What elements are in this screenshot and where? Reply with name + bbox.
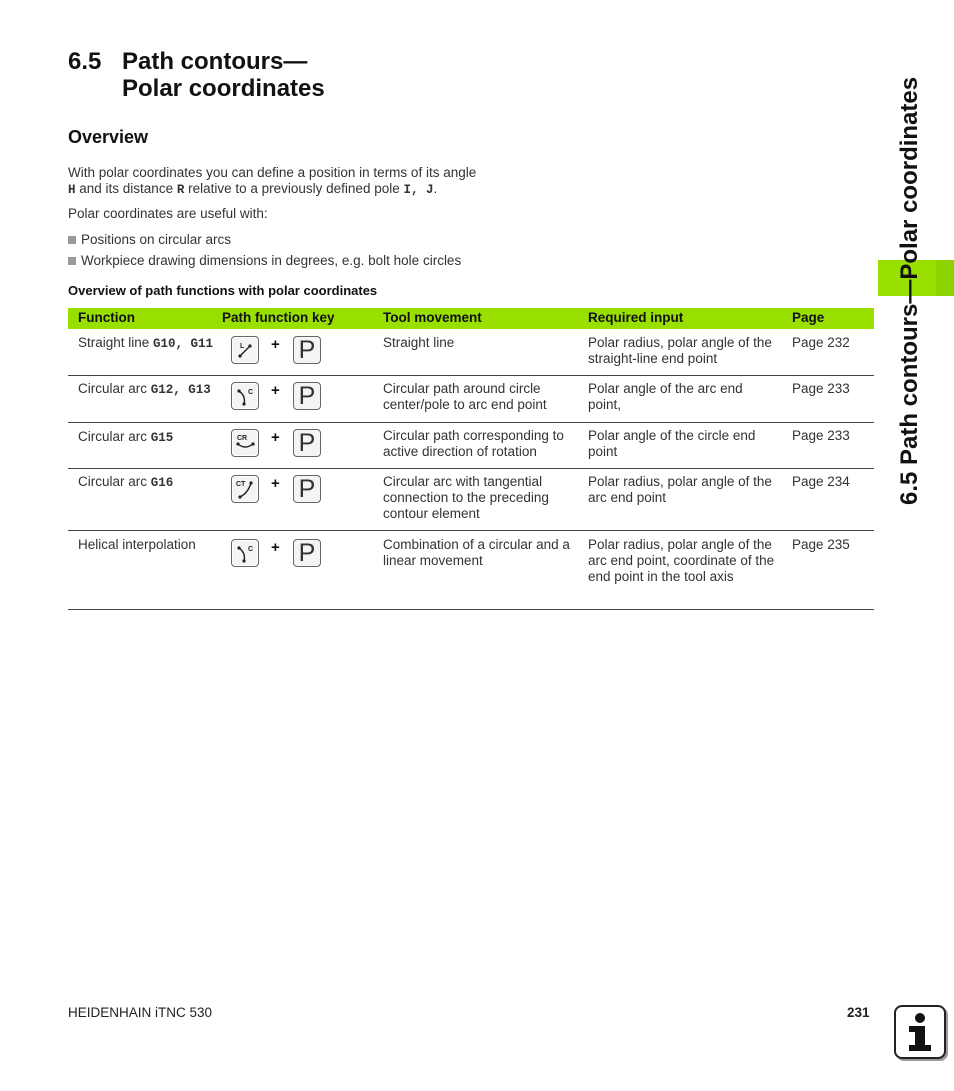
footer-manual-name: HEIDENHAIN iTNC 530 — [68, 1005, 213, 1020]
table-row — [68, 423, 874, 469]
table-row — [68, 376, 874, 423]
movement-cell: Circular path corresponding to active direction of rotation — [383, 428, 564, 459]
col-page: Page — [792, 310, 825, 325]
plus-sign: + — [271, 429, 280, 446]
page-ref[interactable]: Page 233 — [792, 428, 850, 443]
circular-arc-c-key-icon[interactable] — [231, 382, 259, 410]
bullet-text: Workpiece drawing dimensions in degrees, e.g. bolt hole circles — [81, 253, 462, 268]
page-ref[interactable]: Page 232 — [792, 335, 850, 350]
movement-cell: Circular arc with tangential connection to the preceding contour element — [383, 474, 549, 521]
table-row — [68, 531, 874, 610]
intro-text-2: and its distance — [75, 181, 177, 196]
polar-p-key[interactable]: P — [293, 539, 321, 567]
input-cell: Polar radius, polar angle of the arc end point — [588, 474, 772, 505]
intro-text-4: . — [433, 181, 438, 196]
plus-sign: + — [271, 539, 280, 556]
polar-p-key[interactable]: P — [293, 382, 321, 410]
intro-text-3: relative to a previously defined pole — [184, 181, 404, 196]
helical-c-key-icon[interactable] — [231, 539, 259, 567]
page-ref[interactable]: Page 235 — [792, 537, 850, 552]
plus-sign: + — [271, 475, 280, 492]
key-label: CR — [237, 435, 248, 442]
function-cell — [78, 381, 218, 398]
function-text: Helical interpolation — [78, 537, 196, 552]
useful-with-text: Polar coordinates are useful with: — [68, 206, 268, 221]
intro-text-1: With polar coordinates you can define a position in terms of its angle — [68, 165, 477, 180]
overview-heading: Overview — [68, 127, 149, 147]
table-row — [68, 469, 874, 531]
circular-arc-cr-key-icon[interactable] — [231, 429, 259, 457]
code-r: R — [176, 183, 185, 197]
bullet-square-icon — [68, 257, 76, 265]
key-label: C — [248, 389, 254, 396]
function-code: G10, G11 — [153, 337, 214, 351]
table-header — [68, 308, 874, 329]
page-title — [68, 48, 325, 102]
function-cell — [78, 537, 218, 554]
function-cell — [78, 474, 218, 491]
footer-page-number: 231 — [847, 1005, 870, 1020]
page-ref[interactable]: Page 233 — [792, 381, 850, 396]
function-text: Circular arc — [78, 474, 151, 489]
col-tool-movement: Tool movement — [383, 310, 482, 325]
col-required-input: Required input — [588, 310, 684, 325]
side-section-label: 6.5 Path contours—Polar coordinates — [896, 76, 923, 505]
movement-cell: Straight line — [383, 335, 455, 350]
input-cell: Polar angle of the circle end point — [588, 428, 756, 459]
straight-line-key-icon[interactable] — [231, 336, 259, 364]
function-text: Straight line — [78, 335, 154, 350]
input-cell: Polar radius, polar angle of the arc end point, coordinate of the end point in the tool axis — [588, 537, 775, 584]
movement-cell: Circular path around circle center/pole to arc end point — [383, 381, 547, 412]
movement-cell: Combination of a circular and a linear movement — [383, 537, 570, 568]
input-cell: Polar radius, polar angle of the straight-line end point — [588, 335, 772, 366]
function-cell — [78, 429, 218, 446]
key-label: C — [248, 546, 254, 553]
title-line-2: Polar coordinates — [122, 75, 325, 102]
side-tab-edge — [936, 260, 954, 296]
title-line-1: Path contours— — [122, 48, 308, 75]
table-row — [68, 329, 874, 376]
polar-p-key[interactable]: P — [293, 429, 321, 457]
col-function: Function — [78, 310, 135, 325]
bullet-square-icon — [68, 236, 76, 244]
key-label: CT — [236, 481, 246, 488]
page-ref[interactable]: Page 234 — [792, 474, 850, 489]
function-code: G15 — [150, 431, 174, 445]
input-cell: Polar angle of the arc end point, — [588, 381, 743, 412]
code-h: H — [68, 183, 76, 197]
col-path-function-key: Path function key — [222, 310, 335, 325]
intro-paragraph — [68, 165, 548, 198]
section-number: 6.5 — [68, 48, 102, 75]
function-code: G12, G13 — [150, 383, 211, 397]
function-text: Circular arc — [78, 429, 151, 444]
function-code: G16 — [150, 476, 174, 490]
polar-p-key[interactable]: P — [293, 475, 321, 503]
function-cell — [78, 335, 218, 352]
bullet-item — [68, 232, 231, 247]
info-icon — [894, 1005, 946, 1059]
plus-sign: + — [271, 382, 280, 399]
bullet-text: Positions on circular arcs — [81, 232, 232, 247]
circular-arc-ct-key-icon[interactable] — [231, 475, 259, 503]
polar-p-key[interactable]: P — [293, 336, 321, 364]
bullet-item — [68, 253, 461, 268]
key-label: L — [240, 343, 245, 350]
function-text: Circular arc — [78, 381, 151, 396]
plus-sign: + — [271, 336, 280, 353]
table-title: Overview of path functions with polar coordinates — [68, 283, 378, 298]
code-ij: I, J — [403, 183, 434, 197]
